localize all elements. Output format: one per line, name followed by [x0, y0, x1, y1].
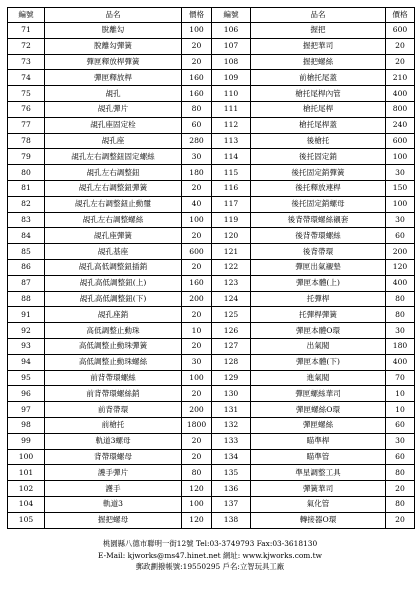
right-part-price: 240 — [386, 117, 415, 133]
right-part-number: 117 — [212, 196, 251, 212]
left-part-number: 87 — [8, 275, 45, 291]
table-row — [8, 259, 415, 275]
left-part-price: 120 — [182, 512, 212, 528]
left-part-name: 護手彈片 — [45, 465, 182, 481]
right-part-price: 60 — [386, 228, 415, 244]
table-row — [8, 512, 415, 528]
left-part-number: 104 — [8, 496, 45, 512]
right-part-number: 132 — [212, 417, 251, 433]
left-part-price: 20 — [182, 307, 212, 323]
right-part-price: 400 — [386, 354, 415, 370]
parts-table — [7, 7, 415, 529]
right-part-number: 126 — [212, 323, 251, 339]
left-part-price: 160 — [182, 70, 212, 86]
right-name-header: 品名 — [251, 8, 386, 23]
left-part-price: 600 — [182, 244, 212, 260]
header-row — [8, 8, 415, 23]
table-row — [8, 38, 415, 54]
left-part-number: 79 — [8, 149, 45, 165]
right-part-price: 30 — [386, 165, 415, 181]
left-part-number: 77 — [8, 117, 45, 133]
left-part-name: 護手 — [45, 481, 182, 497]
left-part-name: 覘孔 — [45, 86, 182, 102]
table-row — [8, 244, 415, 260]
table-row — [8, 133, 415, 149]
right-part-number: 116 — [212, 180, 251, 196]
left-part-price: 80 — [182, 101, 212, 117]
right-part-number: 110 — [212, 86, 251, 102]
left-part-number: 100 — [8, 449, 45, 465]
left-part-number: 74 — [8, 70, 45, 86]
table-row — [8, 54, 415, 70]
right-part-name: 後槍托 — [251, 133, 386, 149]
left-part-name: 軌道3 — [45, 496, 182, 512]
right-part-name: 彈匣螺絲華司 — [251, 386, 386, 402]
left-part-price: 100 — [182, 23, 212, 39]
right-part-number: 133 — [212, 433, 251, 449]
left-part-name: 覘孔高低調整鈕(下) — [45, 291, 182, 307]
right-part-name: 彈匣螺絲O環 — [251, 402, 386, 418]
left-part-price: 20 — [182, 449, 212, 465]
left-part-number: 85 — [8, 244, 45, 260]
left-part-name: 覘孔左右調整鈕止動璽 — [45, 196, 182, 212]
left-part-price: 80 — [182, 465, 212, 481]
right-part-number: 115 — [212, 165, 251, 181]
right-part-number: 130 — [212, 386, 251, 402]
left-part-name: 前背帶環螺絲銷 — [45, 386, 182, 402]
left-part-price: 20 — [182, 38, 212, 54]
left-part-name: 彈匣釋放桿 — [45, 70, 182, 86]
table-row — [8, 149, 415, 165]
left-part-price: 60 — [182, 117, 212, 133]
right-part-name: 準星調整工具 — [251, 465, 386, 481]
right-part-number: 128 — [212, 354, 251, 370]
left-part-number: 81 — [8, 180, 45, 196]
left-name-header: 品名 — [45, 8, 182, 23]
right-part-price: 60 — [386, 449, 415, 465]
email-website-line: E-Mail: kjworks@ms47.hinet.net 網址: www.kjworks.com.tw — [98, 550, 322, 560]
left-part-price: 20 — [182, 386, 212, 402]
left-number-header: 編號 — [8, 8, 45, 23]
left-part-name: 脫離勾 — [45, 23, 182, 39]
left-part-number: 91 — [8, 307, 45, 323]
right-part-number: 112 — [212, 117, 251, 133]
table-row — [8, 323, 415, 339]
postal-account-line: 郵政劃撥帳號:19550295 戶名:立智玩具工廠 — [135, 562, 285, 571]
left-part-price: 280 — [182, 133, 212, 149]
left-part-number: 71 — [8, 23, 45, 39]
right-part-number: 135 — [212, 465, 251, 481]
left-part-number: 97 — [8, 402, 45, 418]
left-part-number: 92 — [8, 323, 45, 339]
left-part-price: 180 — [182, 165, 212, 181]
right-part-number: 127 — [212, 338, 251, 354]
right-part-number: 124 — [212, 291, 251, 307]
left-part-price: 40 — [182, 196, 212, 212]
right-part-name: 後托釋放連桿 — [251, 180, 386, 196]
left-part-name: 覘孔座 — [45, 133, 182, 149]
table-row — [8, 212, 415, 228]
left-part-name: 高低調整止動珠 — [45, 323, 182, 339]
left-part-name: 前背帶環 — [45, 402, 182, 418]
right-part-number: 122 — [212, 259, 251, 275]
right-part-price: 30 — [386, 433, 415, 449]
left-part-price: 100 — [182, 496, 212, 512]
table-row — [8, 386, 415, 402]
left-part-number: 94 — [8, 354, 45, 370]
right-part-price: 180 — [386, 338, 415, 354]
right-part-price: 600 — [386, 133, 415, 149]
left-part-number: 86 — [8, 259, 45, 275]
left-part-name: 軌道3螺母 — [45, 433, 182, 449]
right-part-name: 彈簧華司 — [251, 481, 386, 497]
right-price-header: 價格 — [386, 8, 415, 23]
table-row — [8, 433, 415, 449]
left-part-price: 100 — [182, 370, 212, 386]
right-part-name: 握把華司 — [251, 38, 386, 54]
right-part-name: 彈匣出氣襯墊 — [251, 259, 386, 275]
left-part-name: 覘孔座銷 — [45, 307, 182, 323]
table-row — [8, 228, 415, 244]
table-row — [8, 101, 415, 117]
right-part-name: 槍托尾桿 — [251, 101, 386, 117]
left-part-number: 83 — [8, 212, 45, 228]
right-part-price: 150 — [386, 180, 415, 196]
table-row — [8, 465, 415, 481]
table-row — [8, 23, 415, 39]
table-row — [8, 275, 415, 291]
right-part-number: 120 — [212, 228, 251, 244]
left-part-name: 覘孔左右調整鈕固定螺絲 — [45, 149, 182, 165]
right-part-price: 80 — [386, 291, 415, 307]
left-part-number: 102 — [8, 481, 45, 497]
left-part-name: 脫離勾彈簧 — [45, 38, 182, 54]
right-part-name: 後托固定銷彈簧 — [251, 165, 386, 181]
right-part-name: 托彈桿 — [251, 291, 386, 307]
right-part-name: 進氣閥 — [251, 370, 386, 386]
right-part-number: 106 — [212, 23, 251, 39]
table-row — [8, 307, 415, 323]
table-row — [8, 70, 415, 86]
right-part-name: 彈匣本體(上) — [251, 275, 386, 291]
right-part-number: 134 — [212, 449, 251, 465]
left-part-price: 20 — [182, 433, 212, 449]
right-part-price: 10 — [386, 402, 415, 418]
left-part-name: 覘孔彈片 — [45, 101, 182, 117]
left-part-number: 84 — [8, 228, 45, 244]
left-part-number: 75 — [8, 86, 45, 102]
right-part-price: 800 — [386, 101, 415, 117]
table-row — [8, 180, 415, 196]
company-contact-footer — [0, 538, 420, 573]
right-part-name: 氣化管 — [251, 496, 386, 512]
left-part-price: 10 — [182, 323, 212, 339]
right-part-name: 轉接器O環 — [251, 512, 386, 528]
right-number-header: 編號 — [212, 8, 251, 23]
right-part-number: 121 — [212, 244, 251, 260]
right-part-price: 10 — [386, 386, 415, 402]
right-part-number: 136 — [212, 481, 251, 497]
left-part-number: 72 — [8, 38, 45, 54]
left-part-price: 20 — [182, 259, 212, 275]
left-part-number: 96 — [8, 386, 45, 402]
left-part-number: 105 — [8, 512, 45, 528]
right-part-name: 彈匣螺絲 — [251, 417, 386, 433]
left-part-number: 88 — [8, 291, 45, 307]
right-part-number: 113 — [212, 133, 251, 149]
right-part-price: 80 — [386, 465, 415, 481]
left-part-name: 覘孔左右調整鈕 — [45, 165, 182, 181]
parts-price-list — [7, 7, 414, 529]
right-part-price: 20 — [386, 481, 415, 497]
left-part-number: 80 — [8, 165, 45, 181]
right-part-price: 400 — [386, 86, 415, 102]
right-part-number: 111 — [212, 101, 251, 117]
right-part-number: 131 — [212, 402, 251, 418]
table-row — [8, 86, 415, 102]
left-part-number: 98 — [8, 417, 45, 433]
right-part-name: 後背帶環 — [251, 244, 386, 260]
left-part-name: 高低調整止動珠彈簧 — [45, 338, 182, 354]
left-part-name: 彈匣釋放桿彈簧 — [45, 54, 182, 70]
right-part-name: 槍托尾桿蓋 — [251, 117, 386, 133]
right-part-price: 120 — [386, 259, 415, 275]
right-part-name: 後背帶環螺絲襯套 — [251, 212, 386, 228]
right-part-price: 20 — [386, 512, 415, 528]
right-part-price: 100 — [386, 149, 415, 165]
right-part-number: 123 — [212, 275, 251, 291]
right-part-name: 握把螺絲 — [251, 54, 386, 70]
left-part-price: 20 — [182, 180, 212, 196]
right-part-number: 114 — [212, 149, 251, 165]
left-part-price: 160 — [182, 86, 212, 102]
left-part-name: 覘孔左右調整鈕彈簧 — [45, 180, 182, 196]
table-row — [8, 449, 415, 465]
table-row — [8, 370, 415, 386]
right-part-name: 前槍托尾蓋 — [251, 70, 386, 86]
left-part-price: 30 — [182, 149, 212, 165]
left-part-number: 76 — [8, 101, 45, 117]
left-part-price: 160 — [182, 275, 212, 291]
left-part-name: 覘孔座固定栓 — [45, 117, 182, 133]
right-part-price: 20 — [386, 54, 415, 70]
right-part-price: 20 — [386, 38, 415, 54]
right-part-number: 125 — [212, 307, 251, 323]
table-row — [8, 196, 415, 212]
right-part-price: 210 — [386, 70, 415, 86]
left-part-price: 20 — [182, 338, 212, 354]
table-row — [8, 291, 415, 307]
right-part-price: 600 — [386, 23, 415, 39]
left-part-name: 背帶環螺母 — [45, 449, 182, 465]
left-part-name: 握把螺母 — [45, 512, 182, 528]
table-row — [8, 338, 415, 354]
right-part-price: 70 — [386, 370, 415, 386]
left-part-name: 覘孔高低調整鈕插銷 — [45, 259, 182, 275]
left-part-price: 200 — [182, 402, 212, 418]
right-part-name: 出氣閥 — [251, 338, 386, 354]
right-part-name: 托彈桿彈簧 — [251, 307, 386, 323]
right-part-name: 槍托尾桿內管 — [251, 86, 386, 102]
table-body — [8, 23, 415, 529]
left-part-number: 99 — [8, 433, 45, 449]
table-row — [8, 417, 415, 433]
right-part-number: 119 — [212, 212, 251, 228]
right-part-name: 握把 — [251, 23, 386, 39]
right-part-price: 200 — [386, 244, 415, 260]
table-row — [8, 402, 415, 418]
right-part-number: 129 — [212, 370, 251, 386]
left-part-name: 前槍托 — [45, 417, 182, 433]
left-price-header: 價格 — [182, 8, 212, 23]
left-part-name: 覘孔基座 — [45, 244, 182, 260]
right-part-name: 彈匣本體O環 — [251, 323, 386, 339]
right-part-number: 138 — [212, 512, 251, 528]
right-part-price: 100 — [386, 196, 415, 212]
left-part-number: 82 — [8, 196, 45, 212]
right-part-name: 瞄準管 — [251, 449, 386, 465]
left-part-price: 20 — [182, 228, 212, 244]
right-part-name: 後托固定銷螺母 — [251, 196, 386, 212]
right-part-name: 瞄準桿 — [251, 433, 386, 449]
right-part-price: 80 — [386, 496, 415, 512]
address-phone-line: 桃園縣八德市聯明一街12號 Tel:03-3749793 Fax:03-3618130 — [102, 539, 318, 548]
right-part-number: 108 — [212, 54, 251, 70]
table-row — [8, 117, 415, 133]
right-part-name: 後托固定銷 — [251, 149, 386, 165]
right-part-name: 後背帶環螺絲 — [251, 228, 386, 244]
left-part-number: 93 — [8, 338, 45, 354]
right-part-price: 400 — [386, 275, 415, 291]
left-part-number: 78 — [8, 133, 45, 149]
right-part-name: 彈匣本體(下) — [251, 354, 386, 370]
left-part-name: 覘孔座彈簧 — [45, 228, 182, 244]
left-part-number: 95 — [8, 370, 45, 386]
left-part-number: 101 — [8, 465, 45, 481]
left-part-number: 73 — [8, 54, 45, 70]
left-part-name: 覘孔左右調整螺絲 — [45, 212, 182, 228]
left-part-name: 高低調整止動珠螺絲 — [45, 354, 182, 370]
right-part-price: 60 — [386, 417, 415, 433]
table-row — [8, 481, 415, 497]
left-part-price: 1800 — [182, 417, 212, 433]
right-part-number: 107 — [212, 38, 251, 54]
table-row — [8, 354, 415, 370]
table-row — [8, 496, 415, 512]
right-part-price: 80 — [386, 307, 415, 323]
left-part-price: 120 — [182, 481, 212, 497]
left-part-price: 30 — [182, 354, 212, 370]
left-part-name: 覘孔高低調整鈕(上) — [45, 275, 182, 291]
left-part-price: 100 — [182, 212, 212, 228]
right-part-price: 30 — [386, 323, 415, 339]
right-part-number: 109 — [212, 70, 251, 86]
table-row — [8, 165, 415, 181]
left-part-name: 前背帶環螺絲 — [45, 370, 182, 386]
right-part-price: 30 — [386, 212, 415, 228]
left-part-price: 20 — [182, 54, 212, 70]
right-part-number: 137 — [212, 496, 251, 512]
left-part-price: 200 — [182, 291, 212, 307]
